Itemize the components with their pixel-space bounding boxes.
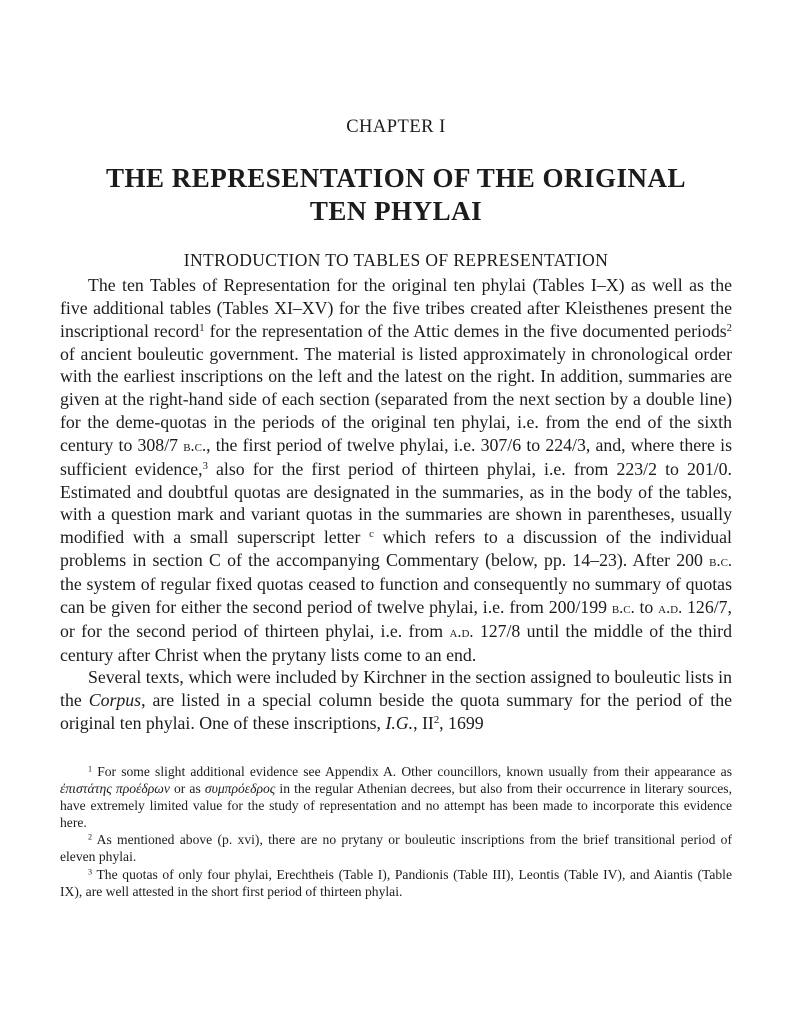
chapter-title xyxy=(60,162,732,228)
era-abbrev: b.c. xyxy=(709,551,732,571)
chapter-title-line-1: THE REPRESENTATION OF THE ORIGINAL xyxy=(105,163,687,193)
corpus-title: Corpus xyxy=(88,690,142,711)
era-abbrev: a.d. xyxy=(658,597,683,617)
footnote-2: $^2$ As mentioned above (p. xvi), there are no prytany or bouleutic inscriptions from the brief transitional period of eleven phylai. xyxy=(60,832,732,865)
footnotes xyxy=(60,763,732,900)
footnote-ref-2: 2 xyxy=(726,321,732,334)
superscript-letter-c: c xyxy=(369,528,374,541)
era-abbrev: b.c. xyxy=(611,597,635,617)
body-text xyxy=(60,274,732,735)
paragraph-1: The ten Tables of Representation for the original ten phylai (Tables I–X) as well as the five additional tables (Tables XI–XV) for the five tribes created after Kleisthenes present the inscriptional record$^1$ for the representation of the Attic demes in the five documented periods$^2$ of ancient bouleutic government. The material is listed approximately in chronological order with the earliest inscriptions on the left and the latest on the right. In addition, summaries are given at the right-hand side of each section (separated from the next section by a double line) for the deme-quotas in the periods of the original ten phylai, i.e. from the end of the sixth century to 308/7 b.c., the first period of twelve phylai, i.e. 307/6 to 224/3, and, where there is sufficient evidence,$^3$ also for the first period of thirteen phylai, i.e. from 223/2 to 201/0. Estimated and doubtful quotas are designated in the summaries, as in the body of the tables, with a question mark and variant quotas in the summaries are shown in parentheses, usually modified with a small superscript letter $^c$ which refers to a discussion of the individual problems in section C of the accompanying Commentary (below, pp. 14–23). After 200 b.c. the system of regular fixed quotas ceased to function and consequently no summary of quotas can be given for either the second period of twelve phylai, i.e. from 200/199 b.c. to a.d. 126/7, or for the second period of thirteen phylai, i.e. from a.d. 127/8 until the middle of the third century after Christ when the prytany lists come to an end. xyxy=(60,275,732,665)
footnote-ref-1: 1 xyxy=(199,321,205,334)
ig-citation: I.G. xyxy=(385,713,414,734)
era-abbrev: a.d. xyxy=(449,621,474,641)
greek-phrase: ἐπιστάτης προέδρων xyxy=(60,781,170,797)
chapter-label: CHAPTER I xyxy=(346,117,446,137)
era-abbrev: b.c. xyxy=(183,435,207,455)
section-heading: INTRODUCTION TO TABLES OF REPRESENTATION xyxy=(183,250,609,270)
paragraph-2: Several texts, which were included by Kirchner in the section assigned to bouleutic lists in the Corpus, are listed in a special column beside the quota summary for the period of the original ten phylai. One of these inscriptions, I.G., $II^2$, 1699 xyxy=(60,667,732,734)
footnote-ref-3: 3 xyxy=(202,459,208,472)
footnote-3: $^3$ The quotas of only four phylai, Erechtheis (Table I), Pandionis (Table III), Leontis (Table IV), and Aiantis (Table IX), are well attested in the short first period of thirteen phylai. xyxy=(60,866,732,899)
greek-phrase: συμπρόεδρος xyxy=(204,781,276,797)
footnote-1: $^1$ For some slight additional evidence see Appendix A. Other councillors, known usually from their appearance as ἐπιστάτης προέδρων or as συμπρόεδρος in the regular Athenian decrees, but also from their occurrence in literary sources, have extremely limited value for the study of representation and no attempt has been made to incorporate this evidence here. xyxy=(60,764,732,831)
chapter-title-line-2: TEN PHYLAI xyxy=(309,196,483,226)
